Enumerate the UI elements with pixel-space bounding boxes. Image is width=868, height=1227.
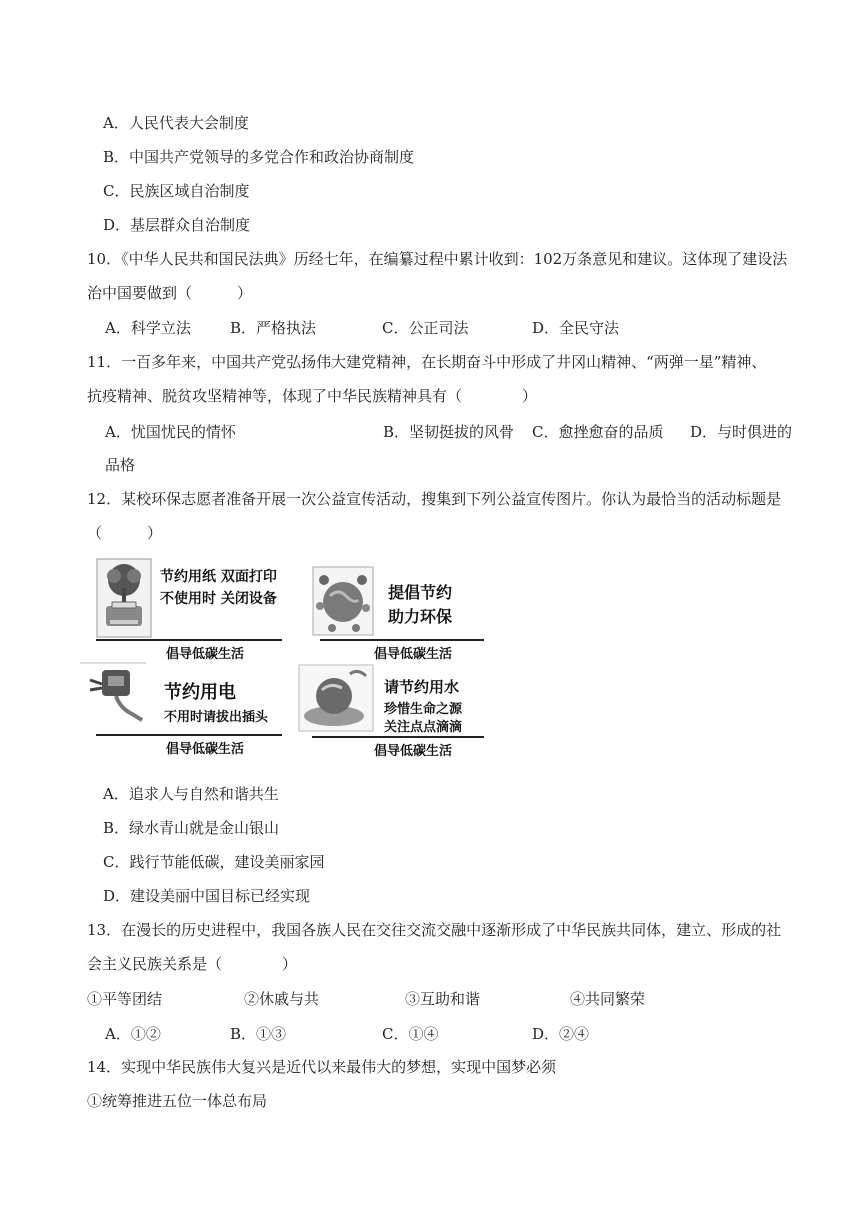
poster2-line2: 助力环保 — [388, 607, 453, 626]
poster-save-paper — [96, 558, 296, 642]
q13-option-c: C．①④ — [382, 1025, 439, 1043]
tree-printer-icon — [96, 558, 152, 638]
q12-stem-line1: 12．某校环保志愿者准备开展一次公益宣传活动，搜集到下列公益宣传图片。你认为最恰当的活动标题是 — [87, 490, 782, 508]
q12-stem-line2: （ ） — [87, 524, 163, 542]
q12-option-d: D．建设美丽中国目标已经实现 — [103, 887, 311, 905]
q11-stem-line2: 抗疫精神、脱贫攻坚精神等，体现了中华民族精神具有（ ） — [87, 387, 538, 405]
water-globe-icon — [298, 664, 374, 732]
q12-option-a: A．追求人与自然和谐共生 — [103, 785, 279, 803]
q14-item-1: ①统筹推进五位一体总布局 — [87, 1092, 268, 1110]
q13-stem-line1: 13．在漫长的历史进程中，我国各族人民在交往交流交融中逐渐形成了中华民族共同体，建立、形成的社 — [87, 921, 782, 939]
poster3-line1: 节约用电 — [164, 682, 236, 703]
poster4-line1: 请节约用水 — [384, 678, 460, 696]
q9-option-b: B．中国共产党领导的多党合作和政治协商制度 — [103, 148, 415, 166]
q13-item-2: ②休戚与共 — [244, 990, 320, 1008]
q13-item-1: ①平等团结 — [87, 990, 163, 1008]
poster2-rule — [320, 639, 484, 641]
q14-stem: 14．实现中华民族伟大复兴是近代以来最伟大的梦想，实现中国梦必须 — [87, 1058, 557, 1076]
q12-option-b: B．绿水青山就是金山银山 — [103, 819, 280, 837]
poster3-rule — [96, 734, 282, 736]
poster4-rule — [312, 736, 484, 738]
q10-option-c: C．公正司法 — [382, 319, 469, 337]
q13-stem-line2: 会主义民族关系是（ ） — [87, 955, 298, 973]
poster2-line1: 提倡节约 — [388, 583, 453, 602]
q10-option-b: B．严格执法 — [230, 319, 317, 337]
poster4-line2: 珍惜生命之源 — [384, 702, 463, 717]
poster1-line1: 节约用纸 双面打印 — [160, 569, 277, 585]
poster-encourage-saving — [312, 566, 492, 640]
q10-option-d: D．全民守法 — [532, 319, 620, 337]
q11-option-c: C．愈挫愈奋的品质 — [532, 423, 664, 441]
poster4-line3: 关注点点滴滴 — [384, 720, 463, 735]
poster1-footer: 倡导低碳生活 — [166, 647, 245, 662]
poster-save-electricity — [80, 662, 290, 734]
q10-stem-line1: 10．《中华人民共和国民法典》历经七年，在编纂过程中累计收到：102万条意见和建议。这体现了建设法 — [87, 250, 788, 268]
plug-icon — [80, 662, 146, 732]
poster3-line2: 不用时请拔出插头 — [164, 710, 269, 725]
poster4-footer: 倡导低碳生活 — [374, 744, 453, 759]
q9-option-a: A．人民代表大会制度 — [103, 114, 249, 132]
poster1-line2: 不使用时 关闭设备 — [160, 591, 277, 607]
q13-option-d: D．②④ — [532, 1025, 590, 1043]
q10-option-a: A．科学立法 — [105, 319, 191, 337]
q11-option-b: B．坚韧挺拔的风骨 — [383, 423, 515, 441]
q11-option-d-wrap: 品格 — [105, 456, 136, 474]
q11-stem-line1: 11．一百多年来，中国共产党弘扬伟大建党精神，在长期奋斗中形成了井冈山精神、“两弹一星”精神、 — [87, 353, 767, 371]
q10-stem-line2: 治中国要做到（ ） — [87, 284, 253, 302]
poster2-footer: 倡导低碳生活 — [374, 647, 453, 662]
globe-icon — [312, 566, 374, 636]
poster3-footer: 倡导低碳生活 — [166, 742, 245, 757]
q13-option-b: B．①③ — [230, 1025, 287, 1043]
q12-option-c: C．践行节能低碳，建设美丽家园 — [103, 853, 325, 871]
q13-item-4: ④共同繁荣 — [570, 990, 646, 1008]
q13-item-3: ③互助和谐 — [405, 990, 481, 1008]
q13-option-a: A．①② — [105, 1025, 161, 1043]
poster-save-water — [298, 664, 484, 734]
q9-option-c: C．民族区域自治制度 — [103, 182, 250, 200]
q11-option-d: D．与时俱进的 — [690, 423, 793, 441]
q11-option-a: A．忧国忧民的情怀 — [105, 423, 236, 441]
poster1-rule — [96, 639, 282, 641]
q9-option-d: D．基层群众自治制度 — [103, 216, 251, 234]
